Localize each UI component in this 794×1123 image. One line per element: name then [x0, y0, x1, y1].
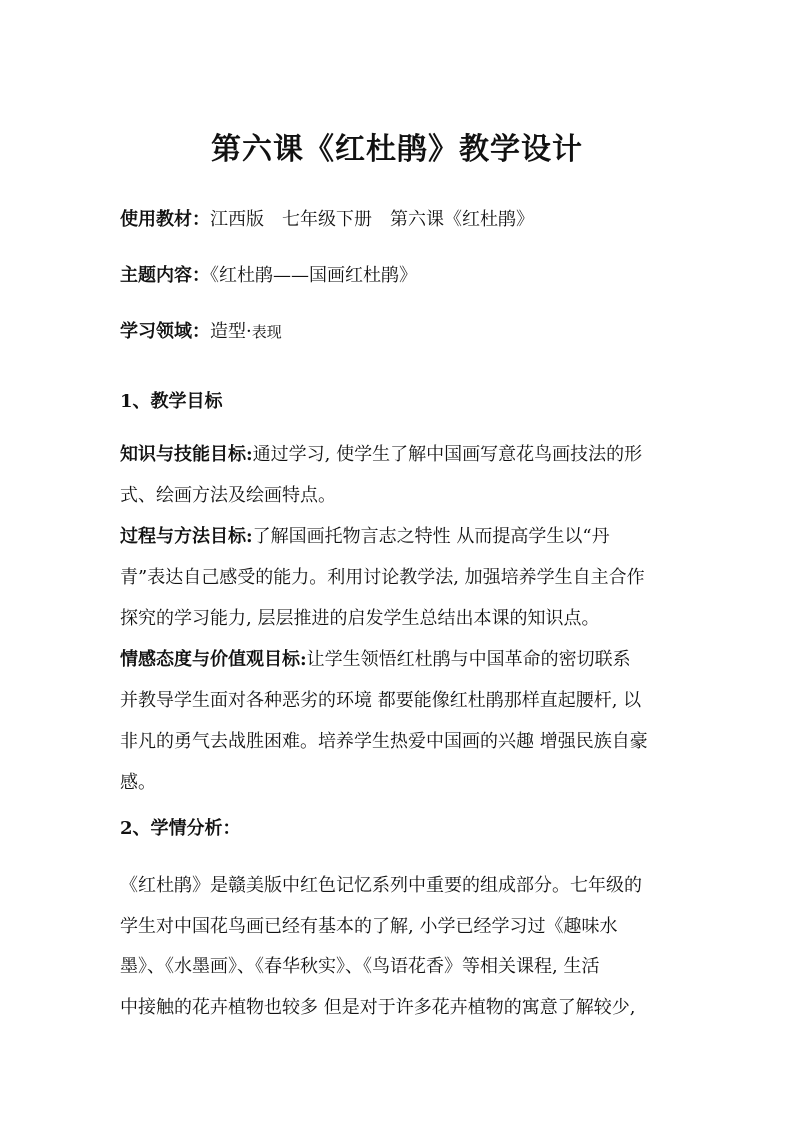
domain-label: 学习领域： [120, 321, 210, 342]
paragraph-line: 非凡的勇气去战胜困难。培养学生热爱中国画的兴趣 增强民族自豪 [120, 731, 648, 752]
paragraph-line: 式、绘画方法及绘画特点。 [120, 485, 336, 506]
paragraph-line: 中接触的花卉植物也较多 但是对于许多花卉植物的寓意了解较少, [120, 996, 636, 1018]
objectives-paragraphs [120, 434, 680, 803]
paragraph-line: 探究的学习能力, 层层推进的启发学生总结出本课的知识点。 [120, 608, 600, 629]
domain-value-sub: 表现 [251, 323, 282, 341]
domain-line [120, 318, 282, 346]
paragraph-line: 并教导学生面对各种恶劣的环境 都要能像红杜鹃那样直起腰杆, 以 [120, 690, 642, 711]
topic-line [120, 262, 417, 290]
process-text: 了解国画托物言志之特性 从而提高学生以“丹 [252, 526, 610, 547]
paragraph-line [120, 516, 680, 557]
paragraph-line: 墨》、《水墨画》、《春华秋实》、《鸟语花香》等相关课程, 生活 [120, 956, 600, 977]
paragraph-line [120, 639, 680, 680]
paragraph-line [120, 434, 680, 475]
paragraph-line: 青”表达自己感受的能力。利用讨论教学法, 加强培养学生自主合作 [120, 567, 645, 588]
knowledge-label: 知识与技能目标: [120, 444, 253, 465]
paragraph-line: 《红杜鹃》是赣美版中红色记忆系列中重要的组成部分。七年级的 [120, 875, 642, 896]
page-title: 第六课《红杜鹃》教学设计 [211, 132, 583, 167]
emotion-label: 情感态度与价值观目标: [120, 649, 307, 670]
analysis-paragraph [120, 866, 680, 1028]
textbook-value: 江西版 七年级下册 第六课《红杜鹃》 [210, 209, 534, 230]
topic-label: 主题内容： [120, 265, 210, 286]
textbook-label: 使用教材： [120, 209, 210, 230]
section-heading-analysis: 2、学情分析： [120, 818, 241, 839]
knowledge-text: 通过学习, 使学生了解中国画写意花鸟画技法的形 [252, 444, 643, 465]
topic-value: 《红杜鹃——国画红杜鹃》 [210, 265, 417, 286]
emotion-text: 让学生领悟红杜鹃与中国革命的密切联系 [306, 649, 631, 670]
section-heading-objectives: 1、教学目标 [120, 391, 223, 412]
process-label: 过程与方法目标: [120, 526, 253, 547]
paragraph-line: 学生对中国花鸟画已经有基本的了解, 小学已经学习过《趣味水 [120, 915, 618, 937]
textbook-line [120, 206, 534, 234]
domain-value: 造型· [210, 321, 252, 342]
paragraph-line: 感。 [120, 772, 156, 793]
